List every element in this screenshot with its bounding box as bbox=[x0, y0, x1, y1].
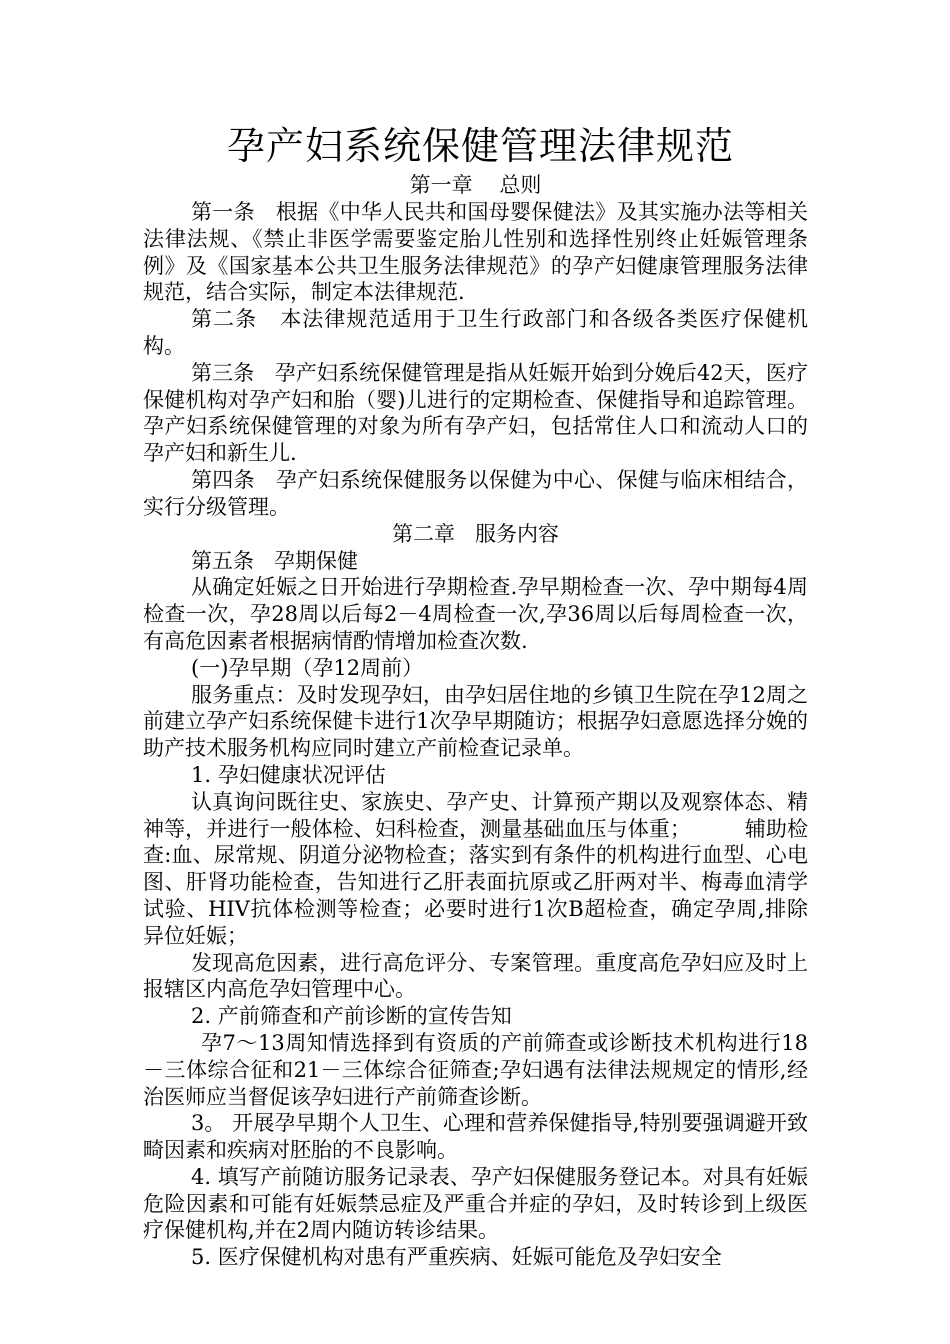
checkup-schedule-paragraph: 从确定妊娠之日开始进行孕期检查.孕早期检查一次、孕中期每4周检查一次，孕28周以后每2－4周检查一次,孕36周以后每周检查一次，有高危因素者根据病情酌情增加检查次数. bbox=[143, 575, 808, 653]
article-1: 第一条 根据《中华人民共和国母婴保健法》及其实施办法等相关法律法规、《禁止非医学需要鉴定胎儿性别和选择性别终止妊娠管理条例》及《国家基本公共卫生服务法律规范》的孕产妇健康管理服务法律规范，结合实际，制定本法律规范. bbox=[143, 200, 808, 305]
document-page bbox=[143, 120, 808, 1271]
item-4-paragraph: 4. 填写产前随访服务记录表、孕产妇保健服务登记本。对具有妊娠危险因素和可能有妊娠禁忌症及严重合并症的孕妇，及时转诊到上级医疗保健机构,并在2周内随访转诊结果。 bbox=[143, 1164, 808, 1243]
item-1-heading: 1. 孕妇健康状况评估 bbox=[191, 762, 386, 787]
high-risk-paragraph: 发现高危因素，进行高危评分、专案管理。重度高危孕妇应及时上报辖区内高危孕妇管理中心。 bbox=[143, 950, 808, 1002]
document-title: 孕产妇系统保健管理法律规范 bbox=[226, 124, 734, 168]
chapter-heading-1: 第一章 总则 bbox=[409, 173, 542, 197]
health-assessment-paragraph: 认真询问既往史、家族史、孕产史、计算预产期以及观察体态、精神等，并进行一般体检、妇科检查，测量基础血压与体重； 辅助检查:血、尿常规、阴道分泌物检查；落实到有条件的机构进行血型、心电图、肝肾功能检查，告知进行乙肝表面抗原或乙肝两对半、梅毒血清学试验、HIV抗体检测等检查；必要时进行1次B超检查，确定孕周,排除异位妊娠； bbox=[143, 789, 808, 948]
item-2-heading: 2. 产前筛查和产前诊断的宣传告知 bbox=[191, 1004, 512, 1029]
early-pregnancy-heading: (一)孕早期（孕12周前） bbox=[191, 655, 424, 680]
prenatal-screening-paragraph: 孕7～13周知情选择到有资质的产前筛查或诊断技术机构进行18－三体综合征和21－三体综合征筛查;孕妇遇有法律法规规定的情形,经治医师应当督促该孕妇进行产前筛查诊断。 bbox=[143, 1030, 808, 1109]
service-focus-paragraph: 服务重点：及时发现孕妇，由孕妇居住地的乡镇卫生院在孕12周之前建立孕产妇系统保健卡进行1次孕早期随访；根据孕妇意愿选择分娩的助产技术服务机构应同时建立产前检查记录单。 bbox=[143, 682, 808, 761]
article-2: 第二条 本法律规范适用于卫生行政部门和各级各类医疗保健机构。 bbox=[143, 307, 808, 358]
item-3-paragraph: 3。 开展孕早期个人卫生、心理和营养保健指导,特别要强调避开致畸因素和疾病对胚胎的不良影响。 bbox=[143, 1111, 808, 1163]
article-3: 第三条 孕产妇系统保健管理是指从妊娠开始到分娩后42天，医疗保健机构对孕产妇和胎（婴)儿进行的定期检查、保健指导和追踪管理。孕产妇系统保健管理的对象为所有孕产妇，包括常住人口和流动人口的孕产妇和新生儿. bbox=[143, 360, 808, 466]
chapter-heading-2: 第二章 服务内容 bbox=[391, 521, 560, 546]
article-4: 第四条 孕产妇系统保健服务以保健为中心、保健与临床相结合，实行分级管理。 bbox=[143, 467, 808, 519]
item-5-paragraph: 5. 医疗保健机构对患有严重疾病、妊娠可能危及孕妇安全 bbox=[191, 1245, 722, 1270]
article-5: 第五条 孕期保健 bbox=[191, 548, 359, 573]
